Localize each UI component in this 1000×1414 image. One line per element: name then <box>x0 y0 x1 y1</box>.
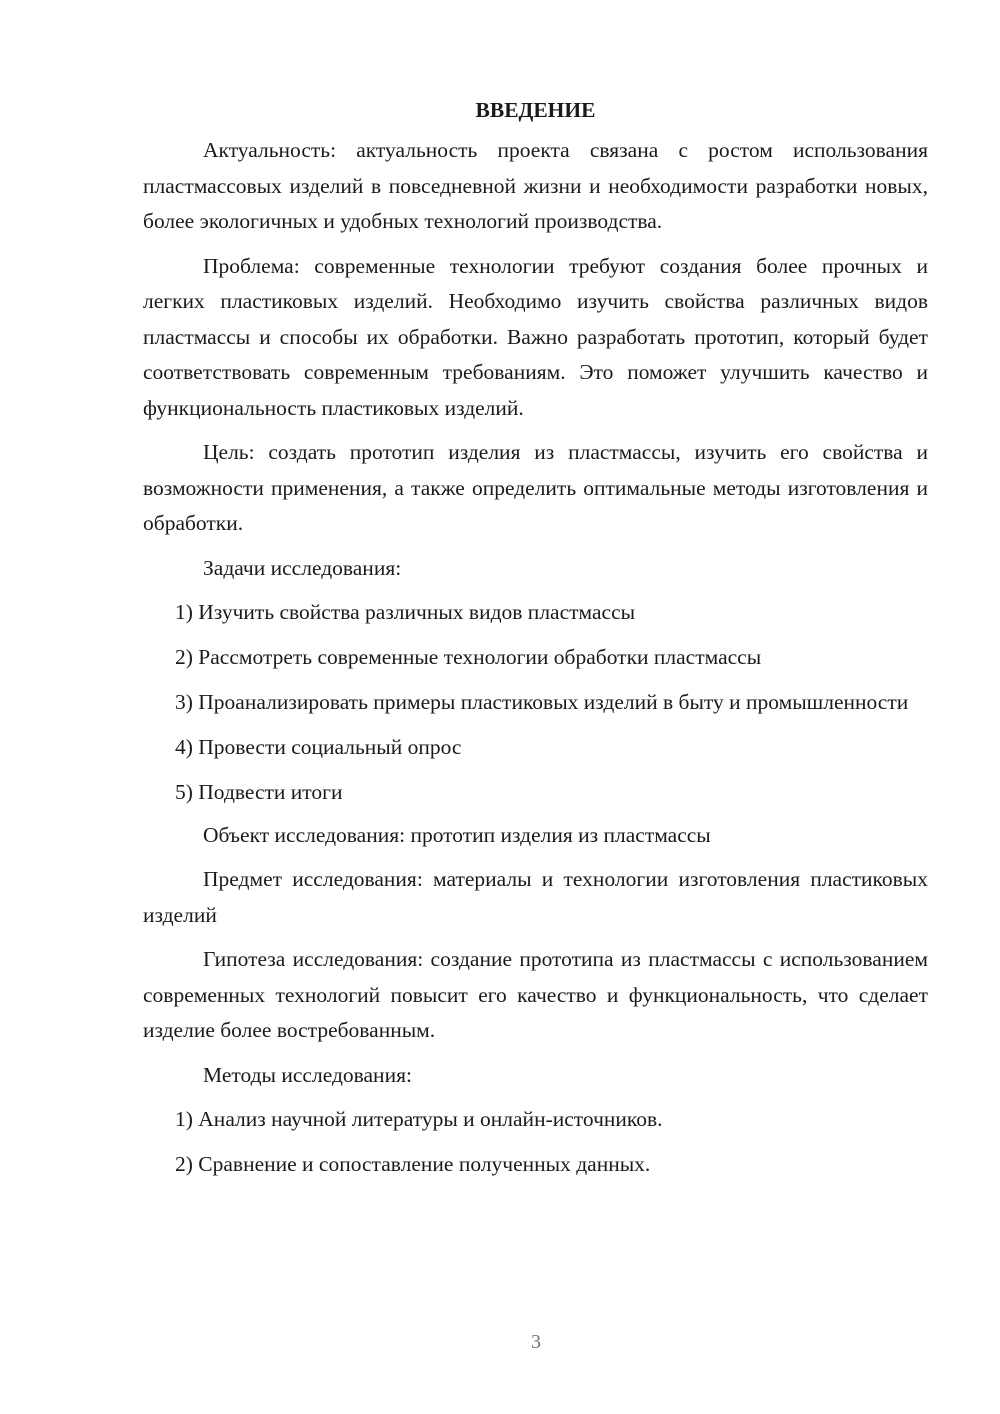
paragraph-object: Объект исследования: прототип изделия из пластмассы <box>203 822 711 847</box>
paragraph-goal: Цель: создать прототип изделия из пластмассы, изучить его свойства и возможности применения, а также определить оптимальные методы изготовления и обработки. <box>143 440 928 535</box>
task-item-4: 4) Провести социальный опрос <box>175 735 462 759</box>
paragraph-hypothesis: Гипотеза исследования: создание прототипа из пластмассы с использованием современных технологий повысит его качество и функциональность, что сделает изделие более востребованным. <box>143 947 928 1042</box>
page-content <box>143 92 928 1192</box>
task-item-5: 5) Подвести итоги <box>175 780 343 804</box>
method-item-2: 2) Сравнение и сопоставление полученных данных. <box>175 1152 651 1176</box>
task-item-1: 1) Изучить свойства различных видов пластмассы <box>175 600 636 624</box>
section-title: ВВЕДЕНИЕ <box>475 98 596 122</box>
paragraph-tasks-heading: Задачи исследования: <box>203 555 402 580</box>
paragraph-relevance: Актуальность: актуальность проекта связана с ростом использования пластмассовых изделий в повседневной жизни и необходимости разработки новых, более экологичных и удобных технологий производства. <box>143 138 928 233</box>
paragraph-problem: Проблема: современные технологии требуют создания более прочных и легких пластиковых изделий. Необходимо изучить свойства различных видов пластмассы и способы их обработки. Важно разработать прототип, который будет соответствовать современным требованиям. Это поможет улучшить качество и функциональность пластиковых изделий. <box>143 253 928 420</box>
paragraph-subject: Предмет исследования: материалы и технологии изготовления пластиковых изделий <box>143 867 928 927</box>
task-item-3: 3) Проанализировать примеры пластиковых изделий в быту и промышленности <box>175 690 909 714</box>
page-number: 3 <box>531 1331 541 1353</box>
method-item-1: 1) Анализ научной литературы и онлайн-источников. <box>175 1107 663 1131</box>
task-item-2: 2) Рассмотреть современные технологии обработки пластмассы <box>175 645 762 669</box>
paragraph-methods-heading: Методы исследования: <box>203 1062 412 1087</box>
